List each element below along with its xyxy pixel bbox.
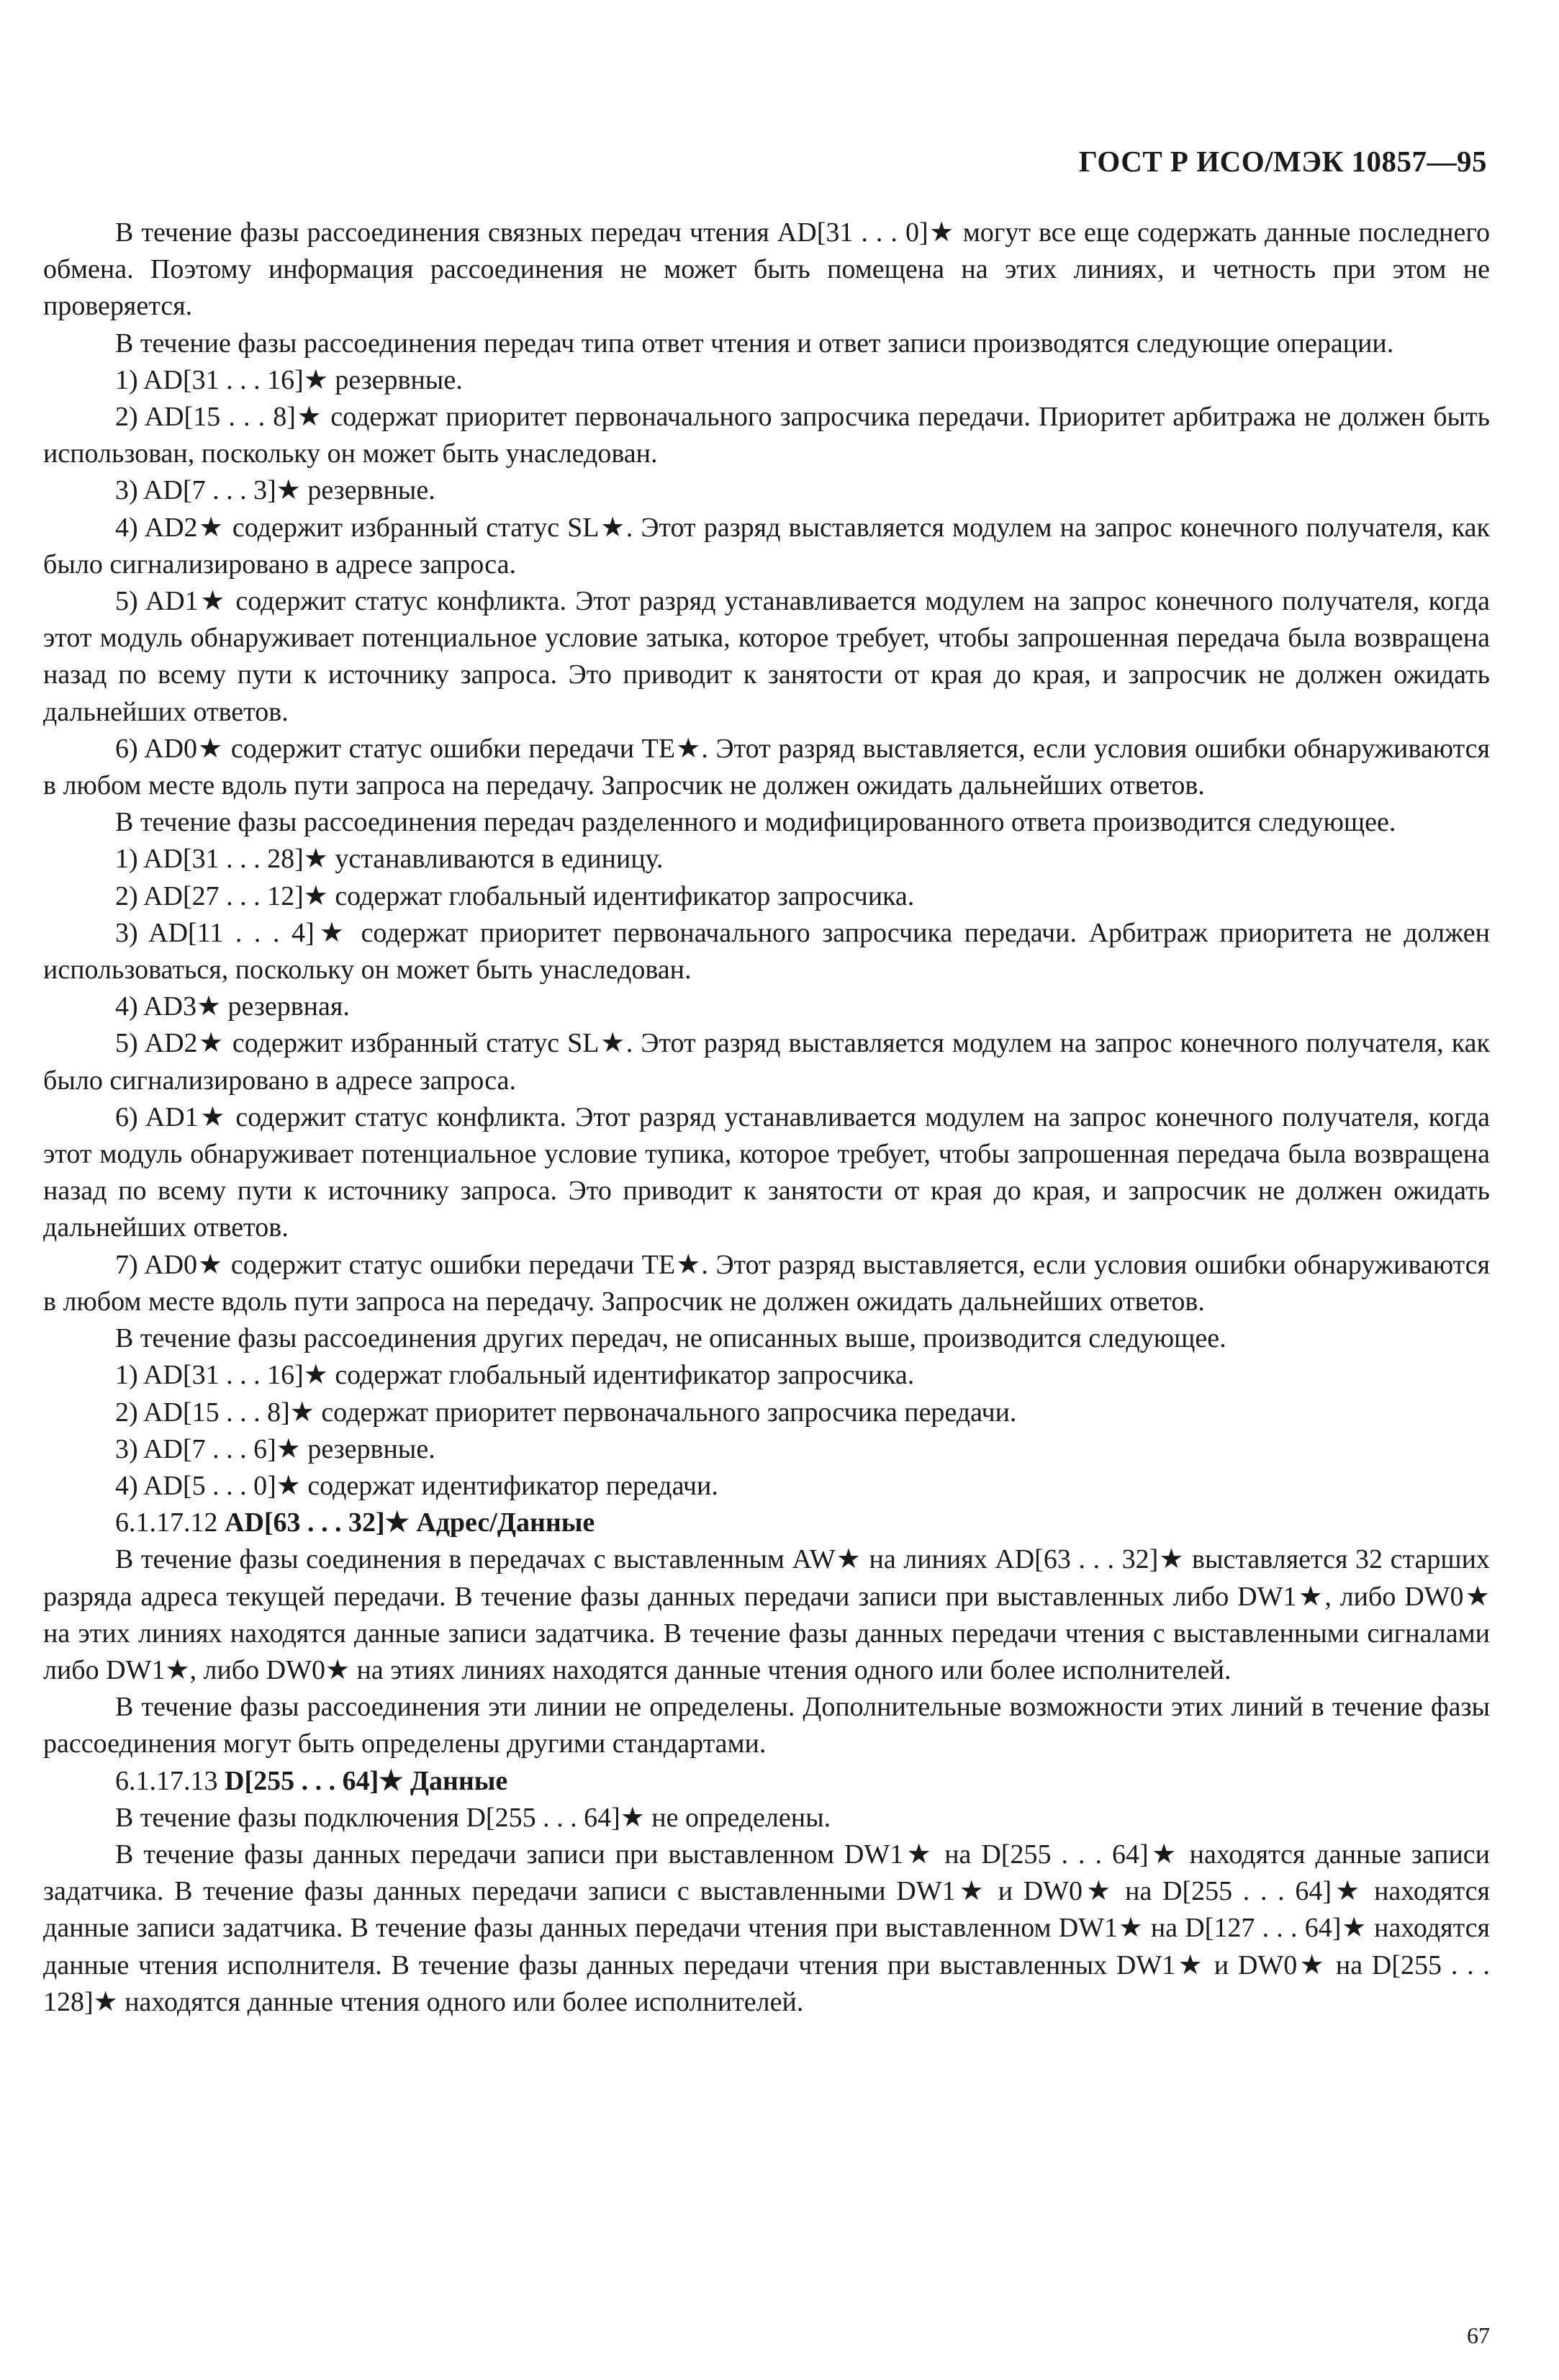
list-item: 3) AD[7 . . . 3]★ резервные. xyxy=(115,475,435,506)
section-number: 6.1.17.12 xyxy=(115,1507,218,1538)
list-item: 5) AD2★ содержит избранный статус SL★. Этот разряд выставляется модулем на запрос конечного получателя, как было сигнализировано в адресе запроса. xyxy=(43,1028,1490,1096)
list-item: 2) AD[15 . . . 8]★ содержат приоритет первоначального запросчика передачи. xyxy=(115,1397,1017,1428)
body-text xyxy=(43,215,1490,2021)
paragraph: В течение фазы соединения в передачах с выставленным AW★ на линиях AD[63 . . . 32]★ выставляется 32 старших разряда адреса текущей передачи. В течение фазы данных передачи записи при выставленных либо DW1★, либо DW0★ на этих линиях находятся данные записи задатчика. В течение фазы данных передачи чтения с выставленными сигналами либо DW1★, либо DW0★ на этиях линиях находятся данные чтения одного или более исполнителей. xyxy=(43,1544,1490,1685)
paragraph: В течение фазы рассоединения эти линии не определены. Дополнительные возможности этих линий в течение фазы рассоединения могут быть определены другими стандартами. xyxy=(43,1692,1490,1759)
list-item: 2) AD[27 . . . 12]★ содержат глобальный идентификатор запросчика. xyxy=(115,880,915,911)
list-item: 6) AD0★ содержит статус ошибки передачи TE★. Этот разряд выставляется, если условия ошибки обнаруживаются в любом месте вдоль пути запроса на передачу. Запросчик не должен ожидать дальнейших ответов. xyxy=(43,733,1490,801)
section-heading xyxy=(43,1505,1490,1541)
paragraph: В течение фазы рассоединения передач типа ответ чтения и ответ записи производятся следующие операции. xyxy=(115,328,1394,359)
list-item: 4) AD[5 . . . 0]★ содержат идентификатор передачи. xyxy=(115,1470,718,1501)
section-title: AD[63 . . . 32]★ Адрес/Данные xyxy=(225,1507,595,1538)
list-item: 6) AD1★ содержит статус конфликта. Этот разряд устанавливается модулем на запрос конечного получателя, когда этот модуль обнаруживает потенциальное условие тупика, которое требует, чтобы запрошенная передача была возвращена назад по всему пути к источнику запроса. Это приводит к занятости от края до края, и запросчик не должен ожидать дальнейших ответов. xyxy=(43,1101,1490,1243)
section-title: D[255 . . . 64]★ Данные xyxy=(225,1765,508,1796)
paragraph: В течение фазы подключения D[255 . . . 64]★ не определены. xyxy=(115,1802,831,1833)
list-item: 7) AD0★ содержит статус ошибки передачи TE★. Этот разряд выставляется, если условия ошибки обнаруживаются в любом месте вдоль пути запроса на передачу. Запросчик не должен ожидать дальнейших ответов. xyxy=(43,1249,1490,1317)
list-item: 4) AD2★ содержит избранный статус SL★. Этот разряд выставляется модулем на запрос конечного получателя, как было сигнализировано в адресе запроса. xyxy=(43,512,1490,580)
list-item: 3) AD[11 . . . 4]★ содержат приоритет первоначального запросчика передачи. Арбитраж приоритета не должен использоваться, поскольку он может быть унаследован. xyxy=(43,917,1490,986)
list-item: 2) AD[15 . . . 8]★ содержат приоритет первоначального запросчика передачи. Приоритет арбитража не должен быть использован, поскольку он может быть унаследован. xyxy=(43,402,1490,469)
list-item: 1) AD[31 . . . 16]★ содержат глобальный идентификатор запросчика. xyxy=(115,1360,915,1391)
section-number: 6.1.17.13 xyxy=(115,1765,218,1796)
list-item: 4) AD3★ резервная. xyxy=(115,991,350,1022)
section-heading xyxy=(43,1763,1490,1800)
list-item: 1) AD[31 . . . 16]★ резервные. xyxy=(115,364,463,395)
list-item: 3) AD[7 . . . 6]★ резервные. xyxy=(115,1433,435,1464)
paragraph: В течение фазы рассоединения передач разделенного и модифицированного ответа производится следующее. xyxy=(115,807,1396,838)
page-header: ГОСТ Р ИСО/МЭК 10857—95 xyxy=(1078,145,1487,178)
list-item: 5) AD1★ содержит статус конфликта. Этот разряд устанавливается модулем на запрос конечного получателя, когда этот модуль обнаруживает потенциальное условие затыка, которое требует, чтобы запрошенная передача была возвращена назад по всему пути к источнику запроса. Это приводит к занятости от края до края, и запросчик не должен ожидать дальнейших ответов. xyxy=(43,586,1490,727)
paragraph: В течение фазы данных передачи записи при выставленном DW1★ на D[255 . . . 64]★ находятся данные записи задатчика. В течение фазы данных передачи записи с выставленными DW1★ и DW0★ на D[255 . . . 64]★ находятся данные записи задатчика. В течение фазы данных передачи чтения при выставленном DW1★ на D[127 . . . 64]★ находятся данные чтения исполнителя. В течение фазы данных передачи чтения при выставленных DW1★ и DW0★ на D[255 . . . 128]★ находятся данные чтения одного или более исполнителей. xyxy=(43,1839,1490,2017)
paragraph: В течение фазы рассоединения связных передач чтения AD[31 . . . 0]★ могут все еще содержать данные последнего обмена. Поэтому информация рассоединения не может быть помещена на этих линиях, и четность при этом не проверяется. xyxy=(43,217,1490,322)
paragraph: В течение фазы рассоединения других передач, не описанных выше, производится следующее. xyxy=(115,1323,1226,1354)
list-item: 1) AD[31 . . . 28]★ устанавливаются в единицу. xyxy=(115,844,664,875)
page-number: 67 xyxy=(1467,2322,1490,2348)
